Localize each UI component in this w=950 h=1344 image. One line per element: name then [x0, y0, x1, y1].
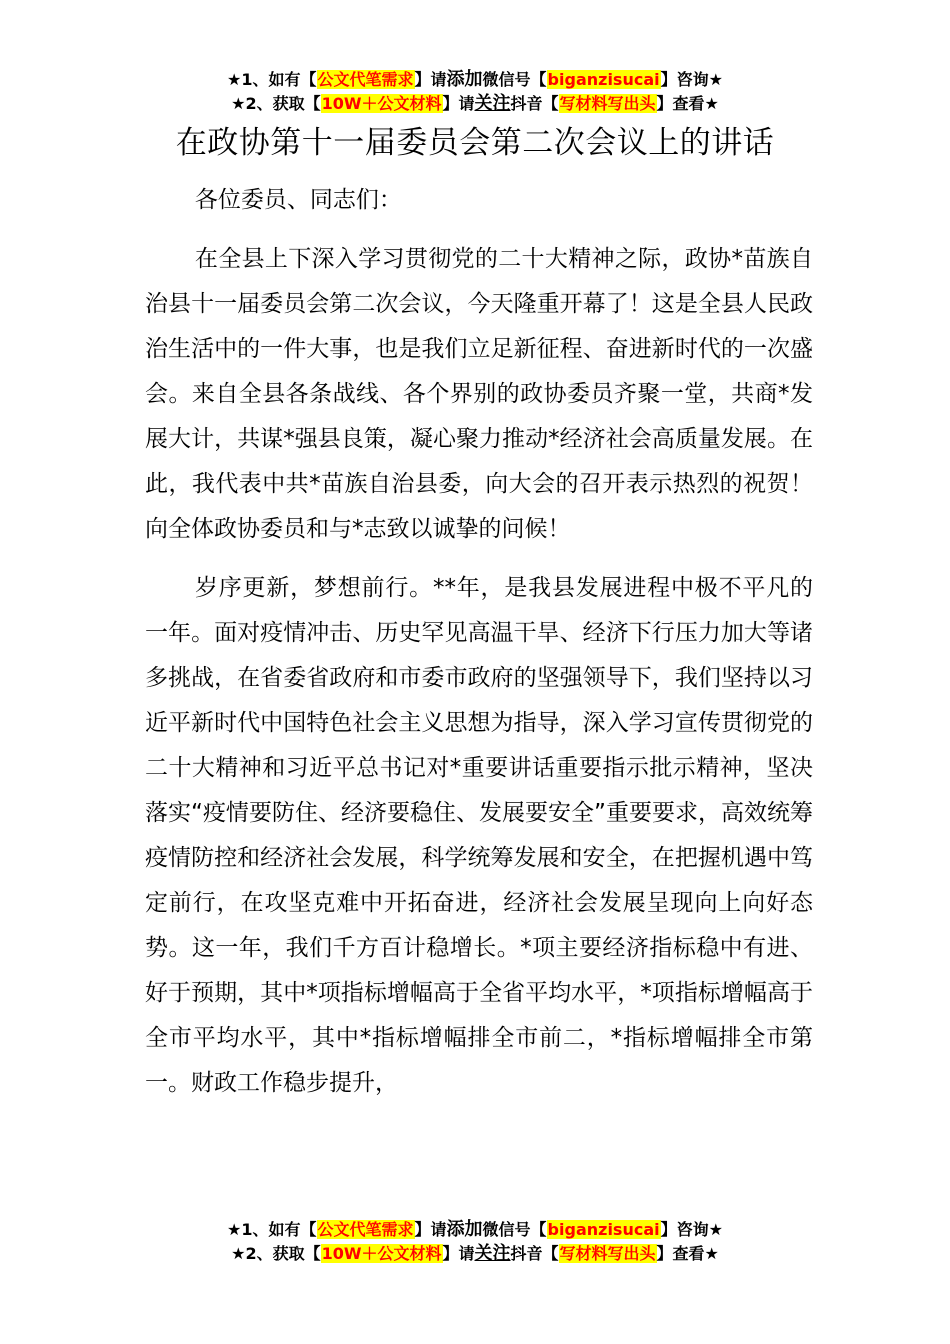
banner-line-2 — [0, 92, 950, 116]
banner-line-2-mid1: 】请 — [442, 94, 475, 113]
footer-highlight-douyin-account: 写材料写出头 — [559, 1244, 656, 1263]
banner-line-2-strong: 关注 — [474, 93, 511, 114]
footer-line-2-mid2: 抖音【 — [510, 1244, 559, 1263]
banner-highlight-writing-service: 公文代笔需求 — [317, 70, 414, 89]
document-title: 在政协第十一届委员会第二次会议上的讲话 — [175, 125, 775, 161]
footer-highlight-writing-service: 公文代笔需求 — [317, 1220, 414, 1239]
body-paragraph-2: 岁序更新，梦想前行。**年，是我县发展进程中极不平凡的一年。面对疫情冲击、历史罕见高温干旱、经济下行压力加大等诸多挑战，在省委省政府和市委市政府的坚强领导下，我们坚持以习近平新时代中国特色社会主义思想为指导，深入学习宣传贯彻党的二十大精神和习近平总书记对*重要讲话重要指示批示精神，坚决落实“疫情要防住、经济要稳住、发展要安全”重要要求，高效统筹疫情防控和经济社会发展，科学统筹发展和安全，在把握机遇中笃定前行，在攻坚克难中开拓奋进，经济社会发展呈现向上向好态势。这一年，我们千方百计稳增长。*项主要经济指标稳中有进、好于预期，其中*项指标增幅高于全省平均水平，*项指标增幅高于全市平均水平，其中*指标增幅排全市前二，*指标增幅排全市第一。财政工作稳步提升， — [145, 575, 813, 1096]
footer-line-1-mid1: 】请 — [414, 1220, 447, 1239]
footer-banner-line-2 — [0, 1242, 950, 1266]
footer-banner-line-1 — [0, 1218, 950, 1242]
banner-highlight-douyin-account: 写材料写出头 — [559, 94, 656, 113]
footer-line-1-strong: 添加 — [446, 1219, 483, 1240]
footer-line-2-mid1: 】请 — [442, 1244, 475, 1263]
body-paragraph-1: 在全县上下深入学习贯彻党的二十大精神之际，政协*苗族自治县十一届委员会第二次会议，今天隆重开幕了！这是全县人民政治生活中的一件大事，也是我们立足新征程、奋进新时代的一次盛会。来自全县各条战线、各个界别的政协委员齐聚一堂，共商*发展大计，共谋*强县良策，凝心聚力推动*经济社会高质量发展。在此，我代表中共*苗族自治县委，向大会的召开表示热烈的祝贺！向全体政协委员和与*志致以诚挚的问候！ — [145, 246, 813, 542]
banner-line-1-suffix: 】咨询★ — [660, 70, 723, 89]
banner-line-1 — [0, 68, 950, 92]
footer-line-1-mid2: 微信号【 — [482, 1220, 547, 1239]
greeting: 各位委员、同志们： — [194, 187, 402, 213]
footer-line-1-suffix: 】咨询★ — [660, 1220, 723, 1239]
banner-highlight-wechat-id: biganzisucai — [547, 70, 660, 89]
footer-line-2-strong: 关注 — [474, 1243, 511, 1264]
banner-line-1-mid1: 】请 — [414, 70, 447, 89]
banner-line-2-mid2: 抖音【 — [510, 94, 559, 113]
header-banner — [0, 68, 950, 116]
footer-highlight-wechat-id: biganzisucai — [547, 1220, 660, 1239]
banner-line-1-prefix: ★1、如有【 — [227, 70, 317, 89]
footer-line-2-suffix: 】查看★ — [656, 1244, 719, 1263]
footer-banner — [0, 1218, 950, 1266]
banner-line-2-suffix: 】查看★ — [656, 94, 719, 113]
banner-highlight-materials: 10W＋公文材料 — [321, 94, 442, 113]
banner-line-2-prefix: ★2、获取【 — [231, 94, 321, 113]
banner-line-1-strong: 添加 — [446, 69, 483, 90]
footer-highlight-materials: 10W＋公文材料 — [321, 1244, 442, 1263]
footer-line-1-prefix: ★1、如有【 — [227, 1220, 317, 1239]
document-body — [145, 178, 813, 1106]
footer-line-2-prefix: ★2、获取【 — [231, 1244, 321, 1263]
banner-line-1-mid2: 微信号【 — [482, 70, 547, 89]
